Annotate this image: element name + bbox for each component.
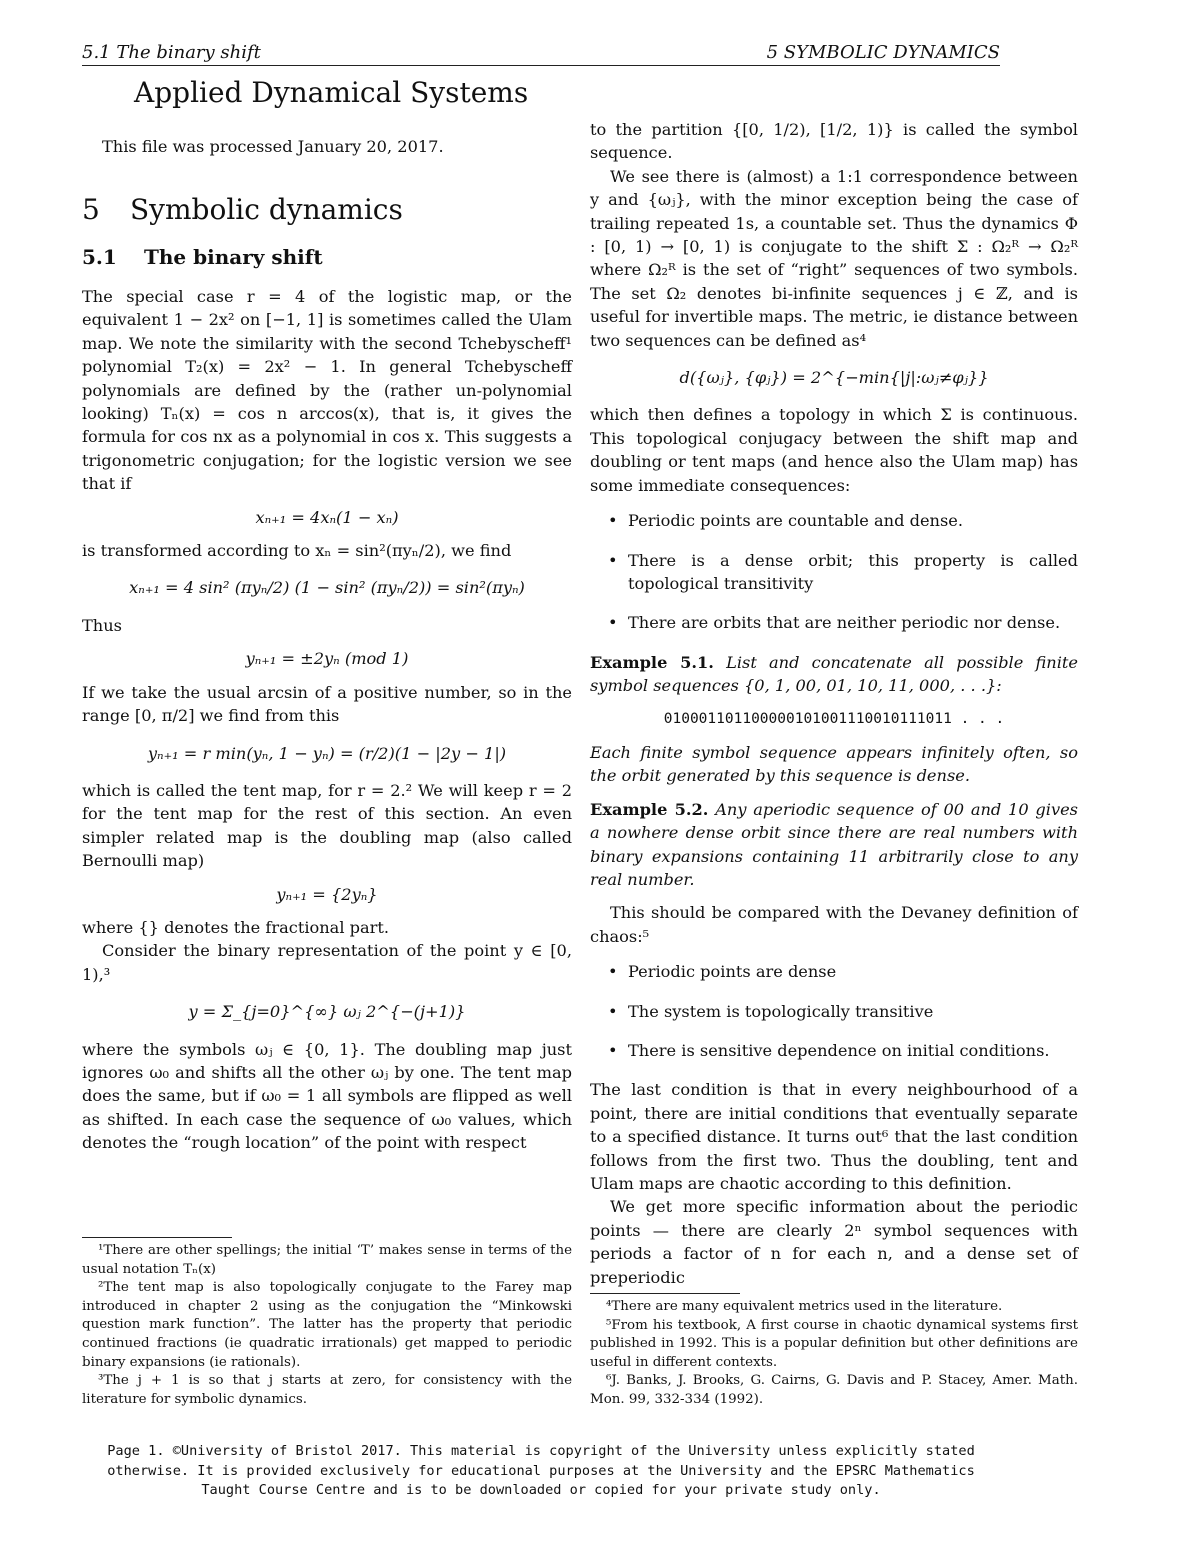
- left-paragraph-4: If we take the usual arcsin of a positive number, so in the range [0, π/2] we find from this: [82, 682, 572, 726]
- footnote-2: ²The tent map is also topologically conjugate to the Farey map introduced in chapter 2 using as the conjugation the “Minkowski question mark function”. The latter has the property that periodic continued fractions (ie quadratic irrationals) get mapped to periodic binary expansions (ie rationals).: [82, 1280, 572, 1370]
- equation-mod1: yₙ₊₁ = ±2yₙ (mod 1): [245, 649, 409, 669]
- left-paragraph-8: where the symbols ωⱼ ∈ {0, 1}. The doubling map just ignores ω₀ and shifts all the other ωⱼ by one. The tent map does the same, but if ω₀ = 1 all symbols are flipped as well as shifted. In each case the sequence of ω₀ values, which denotes the “rough location” of the point with respect: [82, 1039, 572, 1153]
- right-paragraph-3: which then defines a topology in which Σ is continuous. This topological conjugacy between the shift map and doubling or tent maps (and hence also the Ulam map) has some immediate consequences:: [590, 405, 1078, 495]
- example-text: Any aperiodic sequence of 00 and 10 gives a nowhere dense orbit since there are real numbers with binary expansions containing 11 arbitrarily close to any real number.: [590, 799, 1078, 889]
- equation-binary-sum: y = Σ_{j=0}^{∞} ωⱼ 2^{−(j+1)}: [188, 1002, 466, 1022]
- running-head-left: 5.1 The binary shift: [82, 42, 261, 63]
- right-paragraph-4: This should be compared with the Devaney definition of chaos:⁵: [590, 903, 1078, 946]
- footnote-5: ⁵From his textbook, A first course in chaotic dynamical systems first published in 1992. This is a popular definition but other definitions are useful in different contexts.: [590, 1317, 1078, 1370]
- running-head-rule: [82, 65, 1000, 66]
- subsection-number: 5.1: [82, 245, 117, 269]
- left-column: [82, 285, 572, 1155]
- right-paragraph-1: to the partition {[0, 1/2), [1/2, 1)} is called the symbol sequence.: [590, 120, 1078, 163]
- left-paragraph-2: is transformed according to xₙ = sin²(πyₙ/2), we find: [82, 541, 512, 561]
- left-paragraph-3: Thus: [82, 615, 122, 635]
- page-footer: Page 1. ©University of Bristol 2017. This material is copyright of the University unless explicitly stated otherwise. It is provided exclusively for educational purposes at the University and the EPSRC Mathematics Taught Course Centre and is to be downloaded or copied for your private study only.: [107, 1443, 975, 1498]
- list-item: • The system is topologically transitive: [628, 1000, 1078, 1023]
- processed-date: This file was processed January 20, 2017.: [102, 137, 444, 156]
- equation-doubling: yₙ₊₁ = {2yₙ}: [276, 884, 378, 904]
- list-item: • There is sensitive dependence on initial conditions.: [628, 1039, 1078, 1062]
- left-paragraph-7: Consider the binary representation of the point y ∈ [0, 1),³: [82, 941, 572, 984]
- example-sequence: 010001101100000101001110010111011 . . .: [663, 710, 1005, 727]
- left-footnotes: [82, 1242, 572, 1409]
- running-head-right: 5 SYMBOLIC DYNAMICS: [766, 42, 1000, 63]
- list-item: • Periodic points are dense: [628, 960, 1078, 983]
- right-footnotes: [590, 1298, 1078, 1410]
- subsection-title: The binary shift: [144, 245, 323, 269]
- footnote-3: ³The j + 1 is so that j starts at zero, for consistency with the literature for symbolic dynamics.: [82, 1373, 572, 1407]
- section-title: Symbolic dynamics: [130, 193, 403, 226]
- equation-sin-transform: xₙ₊₁ = 4 sin² (πyₙ/2) (1 − sin² (πyₙ/2)) = sin²(πyₙ): [129, 578, 525, 598]
- list-item: • Periodic points are countable and dense.: [628, 509, 1078, 532]
- right-paragraph-5: The last condition is that in every neighbourhood of a point, there are initial conditions that eventually separate to a specified distance. It turns out⁶ that the last condition follows from the first two. Thus the doubling, tent and Ulam maps are chaotic according to this definition.: [590, 1080, 1078, 1194]
- list-item: • There is a dense orbit; this property is called topological transitivity: [628, 549, 1078, 596]
- left-paragraph-5: which is called the tent map, for r = 2.² We will keep r = 2 for the tent map for the rest of this section. An even simpler related map is the doubling map (also called Bernoulli map): [82, 780, 572, 871]
- example-label: Example 5.1.: [590, 652, 714, 672]
- right-footnote-rule: [590, 1293, 740, 1294]
- devaney-list: [590, 960, 1078, 1062]
- equation-tent: yₙ₊₁ = r min(yₙ, 1 − yₙ) = (r/2)(1 − |2y − 1|): [147, 743, 507, 763]
- footnote-1: ¹There are other spellings; the initial ‘T’ makes sense in terms of the usual notation Tₙ(x): [82, 1243, 572, 1277]
- section-heading: [82, 193, 403, 226]
- equation-metric: d({ωⱼ}, {φⱼ}) = 2^{−min{|j|:ωⱼ≠φⱼ}}: [679, 368, 989, 388]
- left-paragraph-1: The special case r = 4 of the logistic map, or the equivalent 1 − 2x² on [−1, 1] is sometimes called the Ulam map. We note the similarity with the second Tchebyscheff¹ polynomial T₂(x) = 2x² − 1. In general Tchebyscheff polynomials are defined by the (rather un-polynomial looking) Tₙ(x) = cos n arccos(x), that is, it gives the formula for cos nx as a polynomial in cos x. This suggests a trigonometric conjugation; for the logistic version we see that if: [82, 287, 572, 494]
- example-5-1: [590, 651, 1078, 698]
- document-title: Applied Dynamical Systems: [134, 76, 529, 109]
- left-paragraph-6: where {} denotes the fractional part.: [82, 917, 390, 937]
- section-number: 5: [82, 193, 100, 226]
- list-item: • There are orbits that are neither periodic nor dense.: [628, 611, 1078, 634]
- left-footnote-rule: [82, 1237, 232, 1238]
- footnote-6: ⁶J. Banks, J. Brooks, G. Cairns, G. Davis and P. Stacey, Amer. Math. Mon. 99, 332-334 (1992).: [590, 1373, 1078, 1407]
- right-paragraph-2: We see there is (almost) a 1:1 correspondence between y and {ωⱼ}, with the minor exception being the case of trailing repeated 1s, a countable set. Thus the dynamics Φ : [0, 1) → [0, 1) is conjugate to the shift Σ : Ω₂ᴿ → Ω₂ᴿ where Ω₂ᴿ is the set of “right” sequences of two symbols. The set Ω₂ denotes bi-infinite sequences j ∈ ℤ, and is useful for invertible maps. The metric, ie distance between two sequences can be defined as⁴: [590, 166, 1078, 350]
- consequences-list: [590, 509, 1078, 635]
- example-label: Example 5.2.: [590, 799, 709, 819]
- example-text: List and concatenate all possible finite symbol sequences {0, 1, 00, 01, 10, 11, 000, . . .}:: [590, 652, 1078, 696]
- footnote-4: ⁴There are many equivalent metrics used in the literature.: [606, 1299, 1003, 1314]
- subsection-heading: [82, 245, 323, 269]
- right-column: [590, 118, 1078, 1289]
- example-5-2: [590, 798, 1078, 892]
- equation-logistic: xₙ₊₁ = 4xₙ(1 − xₙ): [255, 507, 399, 527]
- example-conclusion: Each finite symbol sequence appears infinitely often, so the orbit generated by this sequence is dense.: [590, 742, 1078, 786]
- right-paragraph-6: We get more specific information about the periodic points — there are clearly 2ⁿ symbol sequences with periods a factor of n for each n, and a dense set of preperiodic: [590, 1197, 1078, 1287]
